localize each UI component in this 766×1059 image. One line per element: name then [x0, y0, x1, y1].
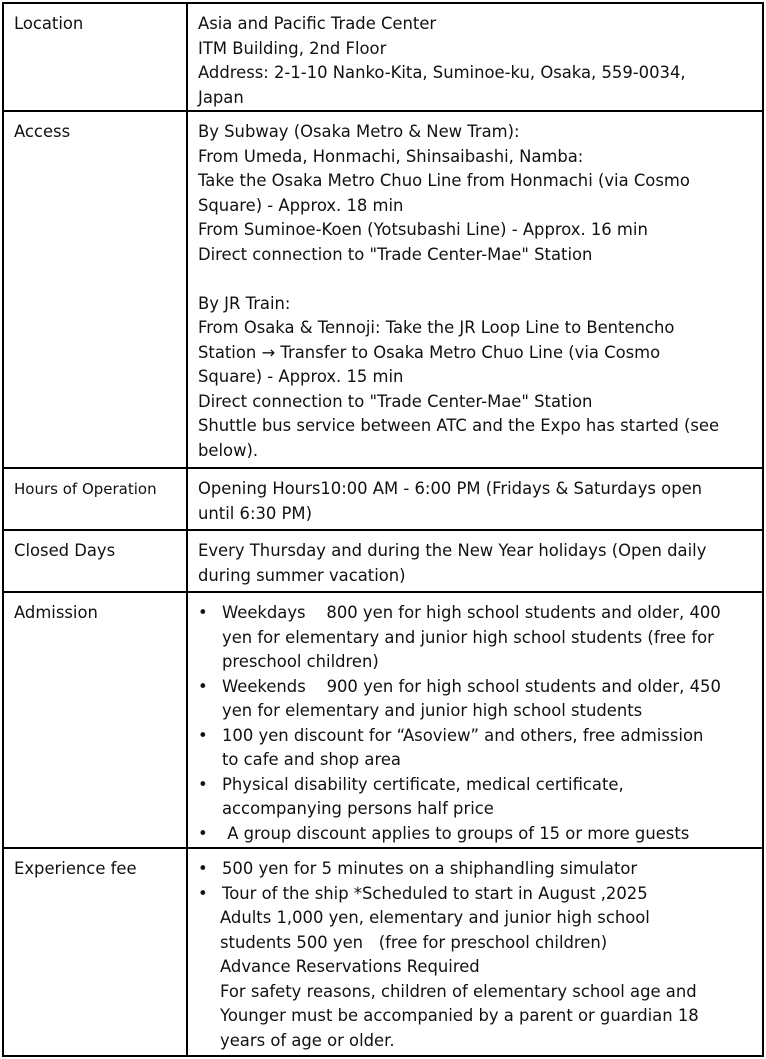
- location-row: [3, 3, 763, 111]
- hours-label: Hours of Operation: [3, 468, 187, 530]
- location-line: ITM Building, 2nd Floor: [198, 38, 387, 58]
- list-item-line: • Weekdays 800 yen for high school students and older, 400: [222, 603, 721, 622]
- closed-days-line: during summer vacation): [198, 565, 406, 585]
- experience-detail-line: years of age or older.: [220, 1030, 395, 1050]
- paragraph-gap: [198, 267, 758, 292]
- list-item: [198, 857, 758, 882]
- admission-label: Admission: [3, 592, 187, 848]
- access-line: From Umeda, Honmachi, Shinsaibashi, Namba:: [198, 146, 584, 166]
- list-item: [198, 724, 758, 773]
- closed-days-line: Every Thursday and during the New Year holidays (Open daily: [198, 541, 707, 560]
- list-item-line: preschool children): [222, 652, 379, 671]
- access-row: [3, 111, 763, 468]
- closed-days-row: [3, 530, 763, 592]
- list-item-line: • 100 yen discount for “Asoview” and others, free admission: [222, 725, 704, 745]
- access-line: Direct connection to "Trade Center-Mae" Station: [198, 244, 593, 264]
- access-line: Take the Osaka Metro Chuo Line from Honmachi (via Cosmo: [198, 171, 690, 190]
- list-item: [198, 822, 758, 847]
- admission-row: [3, 592, 763, 848]
- list-item: [198, 601, 758, 675]
- access-line: Square) - Approx. 15 min: [198, 367, 404, 386]
- location-line: Asia and Pacific Trade Center: [198, 14, 437, 33]
- access-line: From Osaka & Tennoji: Take the JR Loop Line to Bentencho: [198, 318, 675, 337]
- admission-value: [187, 592, 763, 848]
- access-line: Shuttle bus service between ATC and the Expo has started (see: [198, 416, 720, 435]
- access-line: Direct connection to "Trade Center-Mae" Station: [198, 391, 593, 411]
- list-item-line: yen for elementary and junior high school students (free for: [222, 627, 714, 647]
- list-item-line: • A group discount applies to groups of 15 or more guests: [222, 823, 690, 843]
- access-value: [187, 111, 763, 468]
- list-item-line: to cafe and shop area: [222, 750, 401, 769]
- facility-info-table: [2, 2, 764, 1057]
- experience-fee-label: Experience fee: [3, 848, 187, 1056]
- list-item: [198, 882, 758, 907]
- experience-detail-line: Advance Reservations Required: [220, 957, 480, 976]
- experience-fee-list: [198, 857, 758, 906]
- access-line: Station → Transfer to Osaka Metro Chuo Line (via Cosmo: [198, 342, 661, 362]
- access-label: Access: [3, 111, 187, 468]
- closed-days-value: [187, 530, 763, 592]
- list-item-line: • Physical disability certificate, medical certificate,: [222, 774, 624, 794]
- admission-list: [198, 601, 758, 846]
- access-line: Square) - Approx. 18 min: [198, 195, 404, 215]
- location-line: Address: 2-1-10 Nanko-Kita, Suminoe-ku, Osaka, 559-0034,: [198, 63, 686, 82]
- hours-row: [3, 468, 763, 530]
- list-item-line: yen for elementary and junior high school students: [222, 701, 643, 720]
- experience-detail-line: For safety reasons, children of elementary school age and: [220, 981, 697, 1001]
- access-line: By JR Train:: [198, 293, 291, 313]
- list-item: [198, 675, 758, 724]
- experience-detail-line: students 500 yen (free for preschool children): [220, 932, 608, 952]
- location-label: Location: [3, 3, 187, 111]
- hours-line: until 6:30 PM): [198, 503, 312, 523]
- experience-detail-line: Adults 1,000 yen, elementary and junior high school: [220, 908, 650, 927]
- list-item-line: • 500 yen for 5 minutes on a shiphandling simulator: [222, 859, 638, 878]
- location-value: [187, 3, 763, 111]
- access-line: below).: [198, 440, 259, 460]
- list-item-line: • Weekends 900 yen for high school students and older, 450: [222, 676, 721, 696]
- list-item: [198, 773, 758, 822]
- list-item-line: • Tour of the ship *Scheduled to start in August ,2025: [222, 883, 648, 903]
- list-item-line: accompanying persons half price: [222, 799, 494, 818]
- hours-line: Opening Hours10:00 AM - 6:00 PM (Fridays & Saturdays open: [198, 479, 703, 498]
- location-line: Japan: [198, 87, 244, 107]
- access-line: By Subway (Osaka Metro & New Tram):: [198, 122, 520, 141]
- experience-fee-value: [187, 848, 763, 1056]
- experience-detail-line: Younger must be accompanied by a parent or guardian 18: [220, 1006, 699, 1025]
- experience-fee-row: [3, 848, 763, 1056]
- closed-days-label: Closed Days: [3, 530, 187, 592]
- hours-value: [187, 468, 763, 530]
- access-line: From Suminoe-Koen (Yotsubashi Line) - Approx. 16 min: [198, 220, 648, 239]
